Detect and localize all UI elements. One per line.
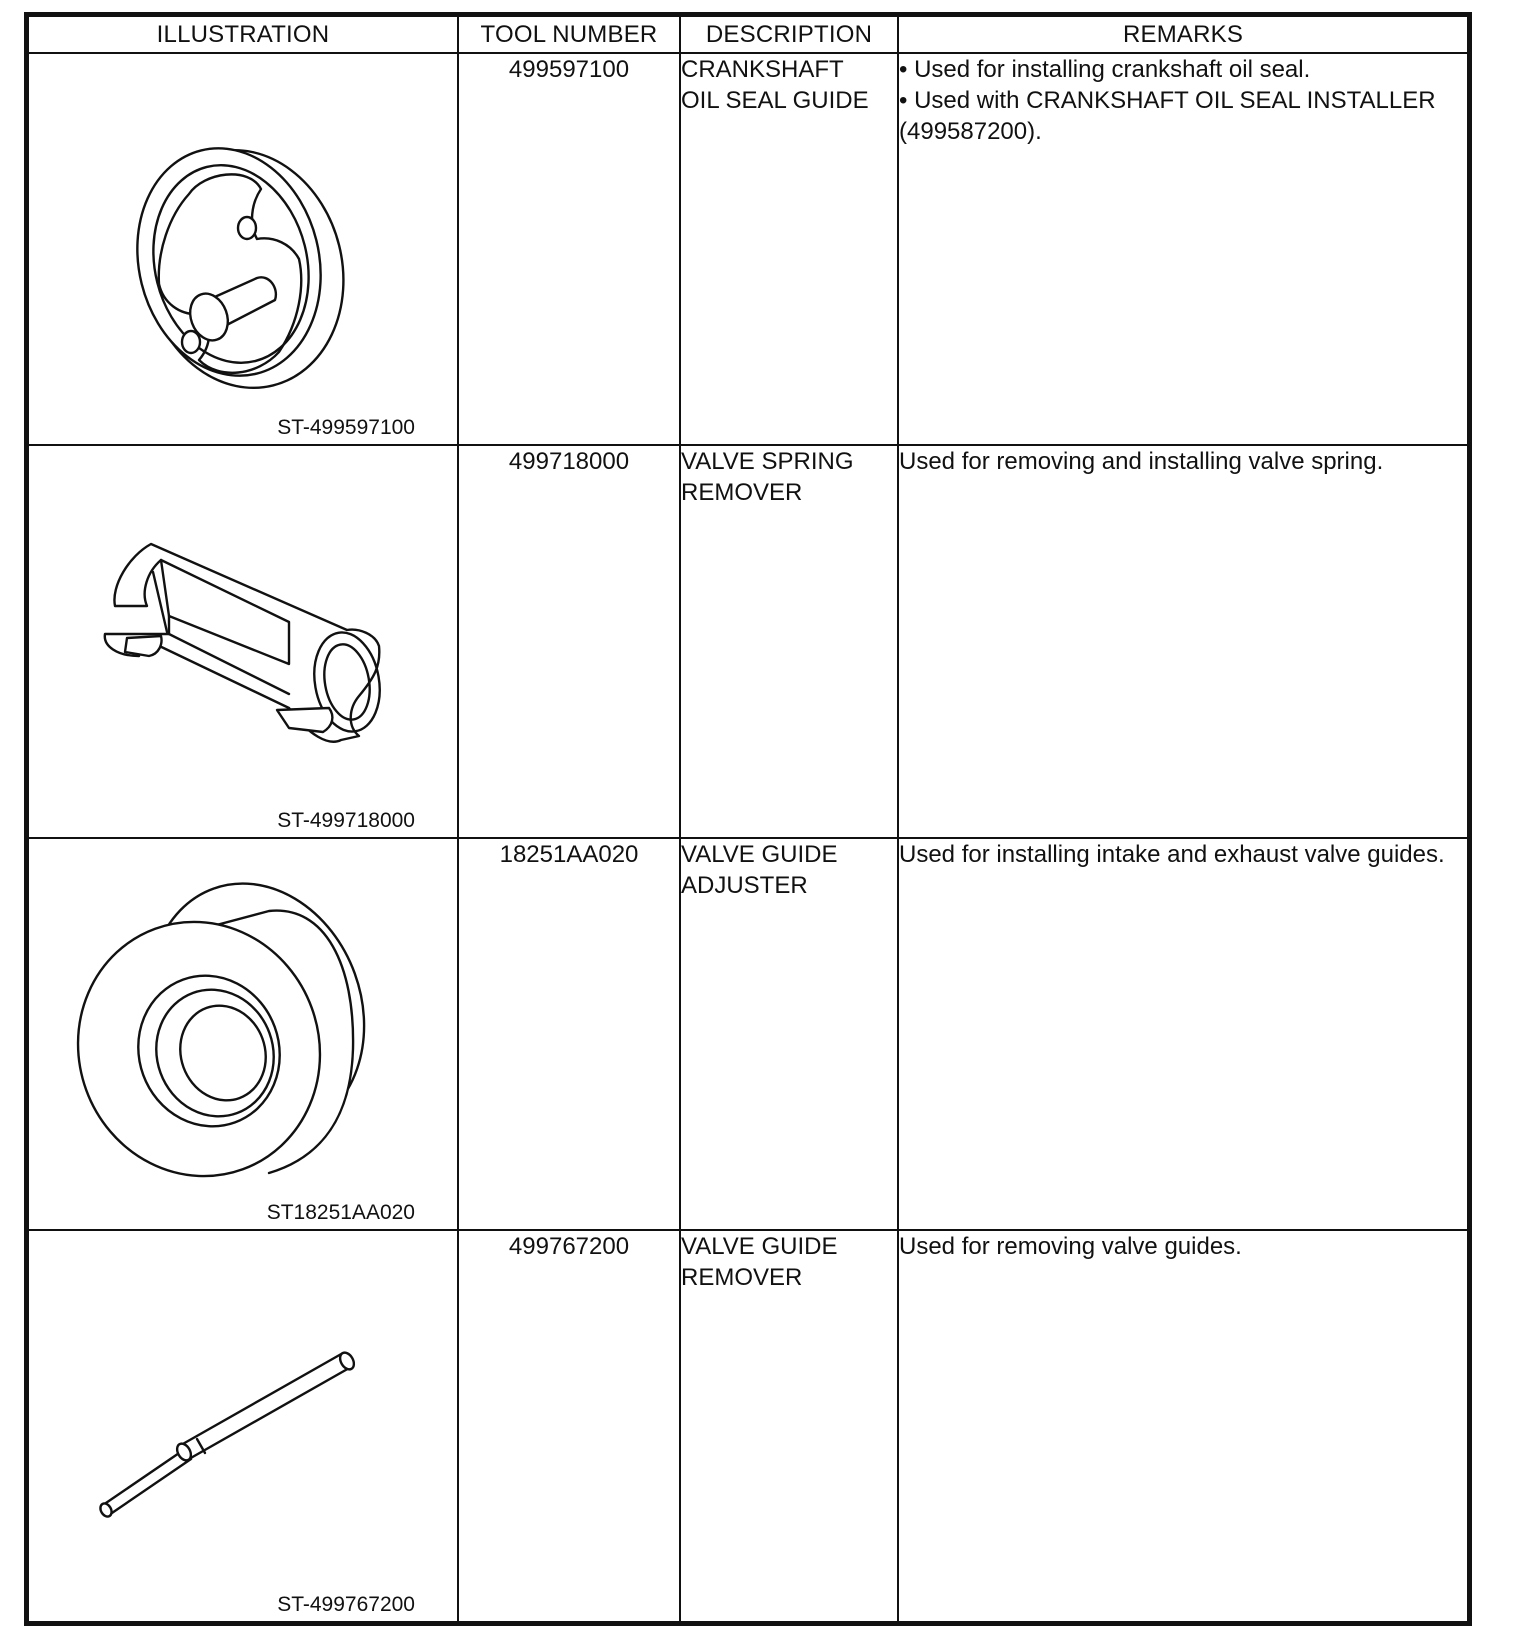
- description-cell: CRANKSHAFT OIL SEAL GUIDE: [680, 53, 898, 445]
- table-header-row: [28, 16, 1468, 53]
- illustration-cell: [28, 53, 458, 445]
- description-cell: VALVE SPRING REMOVER: [680, 445, 898, 837]
- tool-number-cell: 499718000: [458, 445, 680, 837]
- special-tools-sheet: [24, 12, 1472, 1626]
- remarks-cell: [898, 1230, 1468, 1622]
- illustration-code: ST-499718000: [277, 808, 415, 832]
- valve-guide-remover-icon: [29, 1231, 457, 1621]
- header-remarks: REMARKS: [898, 16, 1468, 53]
- valve-guide-adjuster-icon: [29, 839, 457, 1229]
- remarks-cell: [898, 445, 1468, 837]
- table-row: [28, 445, 1468, 837]
- remarks-cell: [898, 53, 1468, 445]
- illustration-code: ST-499767200: [277, 1593, 415, 1616]
- header-tool-number: TOOL NUMBER: [458, 16, 680, 53]
- table-row: [28, 53, 1468, 445]
- table-row: [28, 838, 1468, 1230]
- illustration-cell: [28, 445, 458, 837]
- illustration-cell: [28, 838, 458, 1230]
- remarks-cell: [898, 838, 1468, 1230]
- remark-line: • Used with CRANKSHAFT OIL SEAL INSTALLER (499587200).: [899, 87, 1436, 145]
- tool-number-cell: 18251AA020: [458, 838, 680, 1230]
- tool-number-cell: 499597100: [458, 53, 680, 445]
- remark-line: • Used for installing crankshaft oil seal.: [899, 56, 1311, 83]
- description-cell: VALVE GUIDE REMOVER: [680, 1230, 898, 1622]
- header-description: DESCRIPTION: [680, 16, 898, 53]
- illustration-code: ST-499597100: [277, 416, 415, 440]
- illustration-code: ST18251AA020: [266, 1200, 415, 1224]
- remark-line: Used for removing valve guides.: [899, 1232, 1242, 1260]
- crankshaft-oil-seal-guide-icon: [29, 54, 457, 444]
- special-tools-table: [27, 15, 1469, 1623]
- tool-number-cell: 499767200: [458, 1230, 680, 1622]
- remark-line: Used for installing intake and exhaust valve guides.: [899, 840, 1445, 868]
- table-row: [28, 1230, 1468, 1622]
- illustration-cell: [28, 1230, 458, 1622]
- header-illustration: ILLUSTRATION: [28, 16, 458, 53]
- description-cell: VALVE GUIDE ADJUSTER: [680, 838, 898, 1230]
- remark-line: Used for removing and installing valve spring.: [899, 448, 1384, 476]
- valve-spring-remover-icon: [29, 446, 457, 836]
